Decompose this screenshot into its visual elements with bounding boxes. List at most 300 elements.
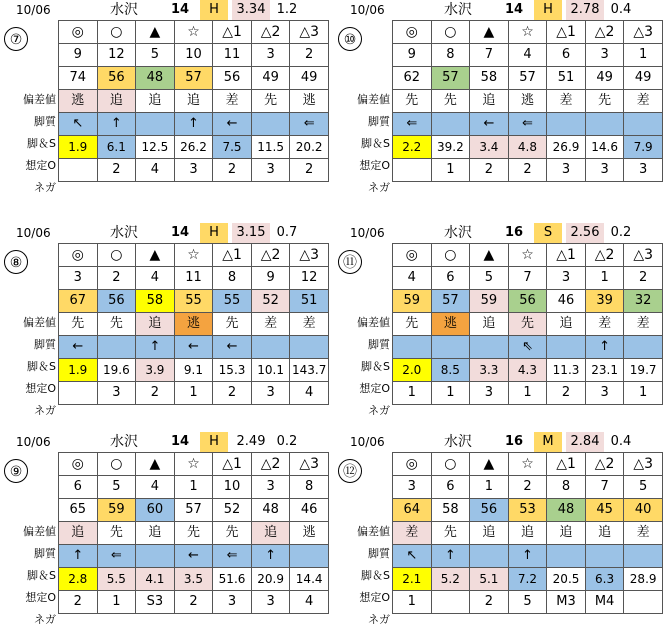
hensachi-cell: 56 (97, 290, 136, 313)
runner-count: 14 (170, 434, 190, 449)
horse-number-cell: 3 (547, 267, 586, 290)
hensachi-cell: 59 (470, 290, 509, 313)
hensachi-cell: 57 (431, 67, 470, 90)
hensachi-cell: 57 (174, 67, 213, 90)
mark-cell: ☆ (174, 21, 213, 44)
table-row (393, 476, 663, 499)
horse-number-cell: 3 (251, 476, 290, 499)
label-hensachi: 偏差値 (23, 316, 56, 329)
table-row (393, 499, 663, 522)
index-sub-value: 0.4 (610, 434, 632, 449)
horse-number-cell: 2 (624, 267, 663, 290)
race-grade-badge: H (534, 0, 562, 20)
running-style-cell: 追 (136, 90, 175, 113)
runner-count: 14 (170, 2, 190, 17)
leg-arrow-cell (624, 545, 663, 568)
horse-number-cell: 12 (290, 267, 329, 290)
label-leg-and-speed: 脚＆S (27, 360, 56, 373)
race-venue: 水沢 (444, 225, 472, 241)
table-row (59, 44, 329, 67)
mark-cell: ☆ (174, 453, 213, 476)
horse-number-cell: 10 (213, 476, 252, 499)
hensachi-cell: 64 (393, 499, 432, 522)
leg-arrow-cell (290, 545, 329, 568)
index-sub-value: 0.2 (610, 225, 632, 240)
mark-cell: △3 (624, 21, 663, 44)
race-grade-badge: H (200, 0, 228, 20)
hensachi-cell: 48 (251, 499, 290, 522)
label-leg-and-speed: 脚＆S (361, 569, 390, 582)
index-sub-value: 1.2 (276, 2, 298, 17)
prediction-table (58, 20, 329, 182)
horse-number-cell: 11 (213, 44, 252, 67)
mark-cell: ○ (97, 244, 136, 267)
label-hensachi: 偏差値 (357, 525, 390, 538)
hensachi-cell: 49 (585, 67, 624, 90)
table-row (393, 159, 663, 182)
odds-cell: 8.5 (431, 359, 470, 382)
hensachi-cell: 55 (174, 290, 213, 313)
table-row (393, 568, 663, 591)
horse-number-cell: 8 (213, 267, 252, 290)
nega-cell: 2 (470, 591, 509, 614)
race-venue: 水沢 (110, 225, 138, 241)
label-expected-odds: 想定O (359, 591, 390, 604)
index-value: 2.84 (566, 432, 604, 452)
prediction-table (392, 243, 663, 405)
label-expected-odds: 想定O (359, 159, 390, 172)
leg-arrow-cell: ⇖ (508, 336, 547, 359)
running-style-cell: 差 (624, 90, 663, 113)
running-style-cell: 差 (290, 313, 329, 336)
mark-cell: ☆ (508, 453, 547, 476)
nega-cell: 4 (136, 159, 175, 182)
index-value: 2.49 (236, 434, 266, 449)
horse-number-cell: 5 (624, 476, 663, 499)
race-date: 10/06 (350, 3, 385, 17)
mark-cell: △2 (585, 453, 624, 476)
mark-cell: △2 (251, 21, 290, 44)
nega-cell: 2 (470, 159, 509, 182)
leg-arrow-cell: ↑ (431, 545, 470, 568)
running-style-cell: 追 (547, 313, 586, 336)
odds-cell: 3.9 (136, 359, 175, 382)
horse-number-cell: 1 (624, 44, 663, 67)
nega-cell: 3 (585, 159, 624, 182)
race-grade-badge: S (534, 223, 562, 243)
label-expected-odds: 想定O (25, 159, 56, 172)
running-style-cell: 追 (136, 522, 175, 545)
table-row (59, 159, 329, 182)
odds-cell: 20.9 (251, 568, 290, 591)
table-row (393, 359, 663, 382)
leg-arrow-cell (547, 113, 586, 136)
nega-cell: 3 (213, 591, 252, 614)
running-style-cell: 追 (470, 90, 509, 113)
panel-header (334, 223, 664, 243)
leg-arrow-cell: ⇐ (97, 545, 136, 568)
table-row (393, 522, 663, 545)
mark-cell: △1 (213, 21, 252, 44)
hensachi-cell: 51 (290, 290, 329, 313)
mark-cell: △3 (624, 244, 663, 267)
nega-cell: 2 (136, 382, 175, 405)
table-row (393, 244, 663, 267)
leg-arrow-cell: ⇐ (508, 113, 547, 136)
running-style-cell: 追 (97, 90, 136, 113)
table-row (59, 113, 329, 136)
runner-count: 14 (170, 225, 190, 240)
nega-cell: 3 (585, 382, 624, 405)
hensachi-cell: 56 (213, 67, 252, 90)
hensachi-cell: 52 (251, 290, 290, 313)
label-leg-and-speed: 脚＆S (361, 360, 390, 373)
running-style-cell: 逃 (508, 90, 547, 113)
nega-cell: 3 (174, 159, 213, 182)
horse-number-cell: 5 (136, 44, 175, 67)
horse-number-cell: 2 (290, 44, 329, 67)
table-row (59, 476, 329, 499)
hensachi-cell: 67 (59, 290, 98, 313)
panel-header (0, 432, 330, 452)
label-running-style: 脚質 (368, 338, 390, 351)
index-sub-value: 0.4 (610, 2, 632, 17)
running-style-cell: 差 (585, 313, 624, 336)
horse-number-cell: 11 (174, 267, 213, 290)
runner-count: 16 (504, 434, 524, 449)
nega-cell: 2 (59, 591, 98, 614)
leg-arrow-cell: ← (470, 113, 509, 136)
running-style-cell: 追 (547, 522, 586, 545)
horse-number-cell: 9 (393, 44, 432, 67)
odds-cell: 11.3 (547, 359, 586, 382)
nega-cell: M3 (547, 591, 586, 614)
mark-cell: △1 (213, 453, 252, 476)
nega-cell: 1 (174, 382, 213, 405)
race-number: ⑫ (338, 459, 362, 483)
leg-arrow-cell (431, 113, 470, 136)
label-running-style: 脚質 (34, 115, 56, 128)
hensachi-cell: 45 (585, 499, 624, 522)
mark-cell: ▲ (470, 21, 509, 44)
hensachi-cell: 60 (136, 499, 175, 522)
mark-cell: ▲ (136, 453, 175, 476)
label-hensachi: 偏差値 (23, 93, 56, 106)
race-grade-badge: H (200, 432, 228, 452)
hensachi-cell: 40 (624, 499, 663, 522)
horse-number-cell: 1 (585, 267, 624, 290)
nega-cell: 1 (393, 591, 432, 614)
running-style-cell: 差 (547, 90, 586, 113)
leg-arrow-cell: ⇐ (213, 545, 252, 568)
nega-cell: 1 (431, 159, 470, 182)
odds-cell: 5.5 (97, 568, 136, 591)
running-style-cell: 逃 (431, 313, 470, 336)
nega-cell: 1 (97, 591, 136, 614)
table-row (393, 313, 663, 336)
horse-number-cell: 3 (393, 476, 432, 499)
running-style-cell: 追 (585, 522, 624, 545)
prediction-table (58, 452, 329, 614)
table-row (393, 113, 663, 136)
mark-cell: △1 (547, 244, 586, 267)
leg-arrow-cell (585, 113, 624, 136)
horse-number-cell: 7 (470, 44, 509, 67)
table-row (59, 499, 329, 522)
hensachi-cell: 48 (547, 499, 586, 522)
leg-arrow-cell (136, 545, 175, 568)
mark-cell: ▲ (470, 244, 509, 267)
mark-cell: ▲ (470, 453, 509, 476)
hensachi-cell: 53 (508, 499, 547, 522)
table-row (393, 44, 663, 67)
hensachi-cell: 57 (174, 499, 213, 522)
mark-cell: ○ (431, 21, 470, 44)
nega-cell: 2 (97, 159, 136, 182)
odds-cell: 3.5 (174, 568, 213, 591)
hensachi-cell: 55 (213, 290, 252, 313)
odds-cell: 15.3 (213, 359, 252, 382)
mark-cell: △3 (290, 21, 329, 44)
odds-cell: 1.9 (59, 359, 98, 382)
leg-arrow-cell: ↖ (393, 545, 432, 568)
mark-cell: ○ (97, 21, 136, 44)
horse-number-cell: 3 (59, 267, 98, 290)
horse-number-cell: 6 (431, 476, 470, 499)
odds-cell: 4.8 (508, 136, 547, 159)
horse-number-cell: 4 (508, 44, 547, 67)
mark-cell: △3 (624, 453, 663, 476)
horse-number-cell: 2 (508, 476, 547, 499)
horse-number-cell: 2 (97, 267, 136, 290)
running-style-cell: 逃 (290, 522, 329, 545)
running-style-cell: 追 (470, 522, 509, 545)
table-row (59, 90, 329, 113)
nega-cell: 4 (290, 382, 329, 405)
odds-cell: 23.1 (585, 359, 624, 382)
mark-cell: ▲ (136, 244, 175, 267)
leg-arrow-cell (251, 336, 290, 359)
running-style-cell: 追 (251, 522, 290, 545)
leg-arrow-cell: ← (59, 336, 98, 359)
race-date: 10/06 (350, 435, 385, 449)
index-value: 3.15 (232, 223, 270, 243)
race-number: ⑩ (338, 27, 362, 51)
mark-cell: △2 (251, 244, 290, 267)
hensachi-cell: 39 (585, 290, 624, 313)
label-expected-odds: 想定O (359, 382, 390, 395)
race-date: 10/06 (350, 226, 385, 240)
table-row (59, 67, 329, 90)
nega-cell: 3 (251, 159, 290, 182)
odds-cell: 7.2 (508, 568, 547, 591)
label-expected-odds: 想定O (25, 382, 56, 395)
hensachi-cell: 49 (290, 67, 329, 90)
running-style-cell: 先 (213, 313, 252, 336)
nega-cell (431, 591, 470, 614)
horse-number-cell: 3 (585, 44, 624, 67)
table-row (59, 336, 329, 359)
leg-arrow-cell: ⇐ (393, 113, 432, 136)
leg-arrow-cell (290, 336, 329, 359)
hensachi-cell: 58 (136, 290, 175, 313)
hensachi-cell: 52 (213, 499, 252, 522)
label-hensachi: 偏差値 (357, 316, 390, 329)
odds-cell: 9.1 (174, 359, 213, 382)
leg-arrow-cell (547, 545, 586, 568)
mark-cell: ☆ (508, 244, 547, 267)
mark-cell: △2 (585, 244, 624, 267)
odds-cell: 3.3 (470, 359, 509, 382)
label-negative: ネガ (368, 613, 390, 626)
mark-cell: ☆ (508, 21, 547, 44)
race-grade-badge: M (534, 432, 562, 452)
hensachi-cell: 56 (97, 67, 136, 90)
panel-header (334, 432, 664, 452)
nega-cell: 1 (393, 382, 432, 405)
horse-number-cell: 7 (585, 476, 624, 499)
race-number: ⑦ (4, 27, 28, 51)
mark-cell: ◎ (59, 453, 98, 476)
table-row (393, 336, 663, 359)
hensachi-cell: 74 (59, 67, 98, 90)
running-style-cell: 先 (431, 90, 470, 113)
hensachi-cell: 58 (470, 67, 509, 90)
table-row (59, 313, 329, 336)
mark-cell: ▲ (136, 21, 175, 44)
hensachi-cell: 58 (431, 499, 470, 522)
odds-cell: 3.4 (470, 136, 509, 159)
odds-cell: 12.5 (136, 136, 175, 159)
race-date: 10/06 (16, 3, 51, 17)
nega-cell: 2 (547, 382, 586, 405)
odds-cell: 6.1 (97, 136, 136, 159)
mark-cell: ☆ (174, 244, 213, 267)
hensachi-cell: 57 (508, 67, 547, 90)
table-row (59, 382, 329, 405)
odds-cell: 20.2 (290, 136, 329, 159)
horse-number-cell: 1 (174, 476, 213, 499)
leg-arrow-cell: ↑ (174, 113, 213, 136)
mark-cell: △1 (213, 244, 252, 267)
nega-cell: 3 (624, 159, 663, 182)
nega-cell: 2 (213, 382, 252, 405)
nega-cell: 1 (431, 382, 470, 405)
race-venue: 水沢 (444, 2, 472, 18)
odds-cell: 2.2 (393, 136, 432, 159)
race-number: ⑨ (4, 459, 28, 483)
leg-arrow-cell (393, 336, 432, 359)
label-negative: ネガ (368, 181, 390, 194)
table-row (393, 453, 663, 476)
mark-cell: △1 (547, 21, 586, 44)
nega-cell: 3 (251, 591, 290, 614)
horse-number-cell: 5 (470, 267, 509, 290)
nega-cell: S3 (136, 591, 175, 614)
running-style-cell: 逃 (59, 90, 98, 113)
mark-cell: ◎ (393, 244, 432, 267)
leg-arrow-cell: ↑ (585, 336, 624, 359)
hensachi-cell: 46 (290, 499, 329, 522)
table-row (393, 545, 663, 568)
mark-cell: △3 (290, 453, 329, 476)
mark-cell: △2 (585, 21, 624, 44)
leg-arrow-cell (470, 545, 509, 568)
race-panel (334, 0, 664, 200)
odds-cell: 4.1 (136, 568, 175, 591)
label-running-style: 脚質 (368, 115, 390, 128)
horse-number-cell: 5 (97, 476, 136, 499)
hensachi-cell: 59 (393, 290, 432, 313)
leg-arrow-cell: ↑ (251, 545, 290, 568)
nega-cell: 2 (174, 591, 213, 614)
running-style-cell: 先 (97, 313, 136, 336)
horse-number-cell: 1 (470, 476, 509, 499)
table-row (59, 591, 329, 614)
leg-arrow-cell: ↑ (508, 545, 547, 568)
running-style-cell: 先 (508, 313, 547, 336)
odds-cell: 5.2 (431, 568, 470, 591)
running-style-cell: 追 (470, 313, 509, 336)
horse-number-cell: 10 (174, 44, 213, 67)
race-number: ⑧ (4, 250, 28, 274)
table-row (59, 359, 329, 382)
hensachi-cell: 59 (97, 499, 136, 522)
nega-cell: 3 (547, 159, 586, 182)
odds-cell: 14.6 (585, 136, 624, 159)
running-style-cell: 先 (585, 90, 624, 113)
runner-count: 16 (504, 225, 524, 240)
nega-cell: 2 (213, 159, 252, 182)
leg-arrow-cell (97, 336, 136, 359)
mark-cell: △1 (547, 453, 586, 476)
leg-arrow-cell (547, 336, 586, 359)
running-style-cell: 追 (174, 90, 213, 113)
table-row (59, 21, 329, 44)
running-style-cell: 先 (431, 522, 470, 545)
mark-cell: △3 (290, 244, 329, 267)
hensachi-cell: 62 (393, 67, 432, 90)
running-style-cell: 差 (624, 522, 663, 545)
table-row (393, 67, 663, 90)
odds-cell: 4.3 (508, 359, 547, 382)
race-panel (0, 223, 330, 423)
table-row (393, 90, 663, 113)
race-date: 10/06 (16, 226, 51, 240)
leg-arrow-cell: ↖ (59, 113, 98, 136)
odds-cell: 28.9 (624, 568, 663, 591)
hensachi-cell: 65 (59, 499, 98, 522)
index-sub-value: 0.2 (276, 434, 298, 449)
panel-header (334, 0, 664, 20)
leg-arrow-cell: ← (213, 336, 252, 359)
mark-cell: ◎ (59, 21, 98, 44)
leg-arrow-cell: ↑ (59, 545, 98, 568)
leg-arrow-cell (251, 113, 290, 136)
running-style-cell: 先 (174, 522, 213, 545)
label-expected-odds: 想定O (25, 591, 56, 604)
label-negative: ネガ (34, 404, 56, 417)
race-panel (0, 0, 330, 200)
horse-number-cell: 7 (508, 267, 547, 290)
running-style-cell: 追 (59, 522, 98, 545)
leg-arrow-cell: ↑ (97, 113, 136, 136)
nega-cell: 3 (470, 382, 509, 405)
running-style-cell: 先 (393, 313, 432, 336)
odds-cell: 2.8 (59, 568, 98, 591)
odds-cell: 5.1 (470, 568, 509, 591)
horse-number-cell: 6 (547, 44, 586, 67)
